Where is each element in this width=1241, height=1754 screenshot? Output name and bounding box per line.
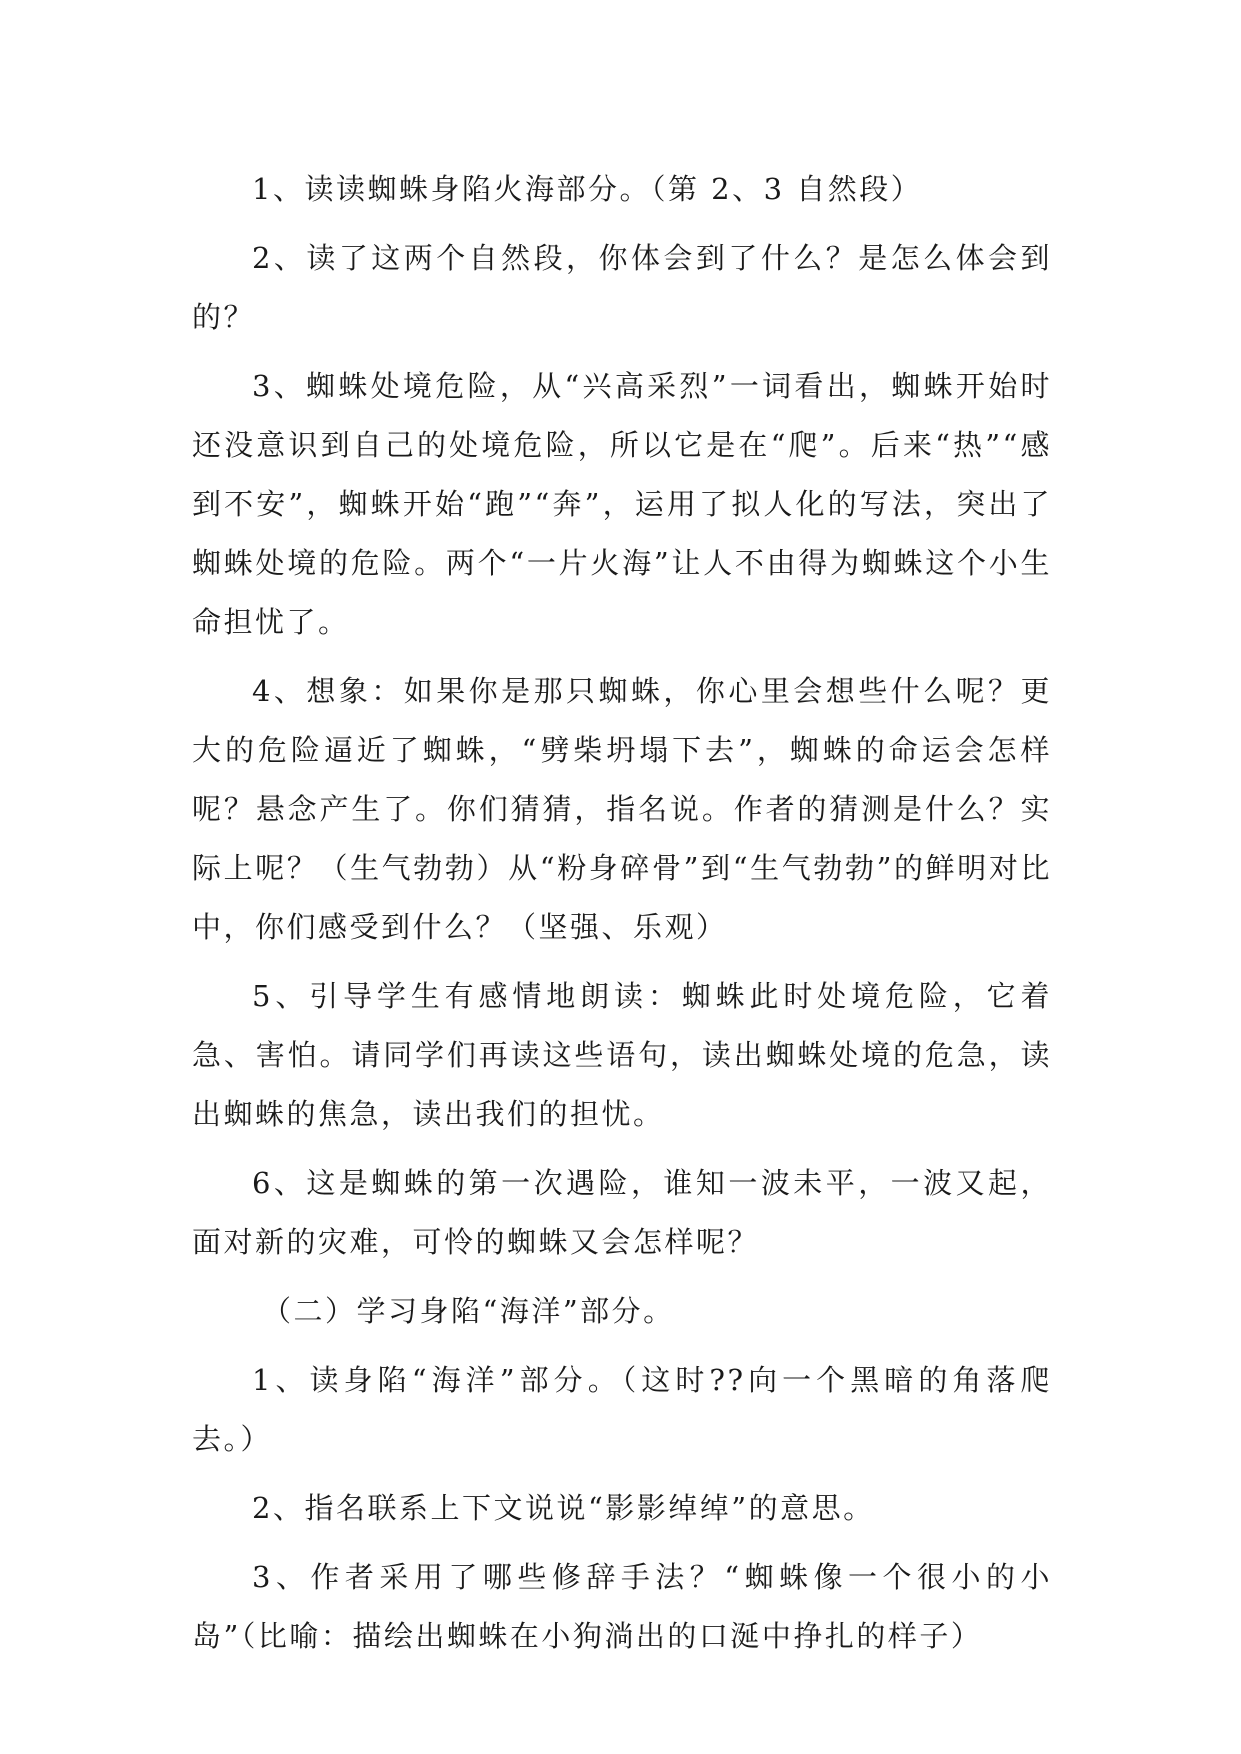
paragraph-step-1-read-fire: 1、读读蜘蛛身陷火海部分。（第 2、3 自然段）	[252, 172, 923, 206]
paragraph-ocean-step-2: 2、指名联系上下文说说“影影绰绰”的意思。	[252, 1491, 875, 1525]
section-heading-ocean: （二）学习身陷“海洋”部分。	[262, 1294, 675, 1328]
paragraph-step-2-feelings: 2、读了这两个自然段，你体会到了什么？是怎么体会到的？	[192, 241, 1052, 334]
paragraph-ocean-step-3: 3、作者采用了哪些修辞手法？“蜘蛛像一个很小的小岛”（比喻：描绘出蜘蛛在小狗淌出的口涎中挣扎的样子）	[192, 1560, 1052, 1653]
paragraph-ocean-step-1: 1、读身陷“海洋”部分。（这时??向一个黑暗的角落爬去。）	[192, 1363, 1052, 1456]
document-body	[192, 160, 1052, 1676]
paragraph-step-4-imagine: 4、想象：如果你是那只蜘蛛，你心里会想些什么呢？更大的危险逼近了蜘蛛，“劈柴坍塌下去”，蜘蛛的命运会怎样呢？悬念产生了。你们猜猜，指名说。作者的猜测是什么？实际上呢？（生气勃勃）从“粉身碎骨”到“生气勃勃”的鲜明对比中，你们感受到什么？（坚强、乐观）	[192, 674, 1052, 944]
paragraph-step-3-danger: 3、蜘蛛处境危险，从“兴高采烈”一词看出，蜘蛛开始时还没意识到自己的处境危险，所以它是在“爬”。后来“热”“感到不安”，蜘蛛开始“跑”“奔”，运用了拟人化的写法，突出了蜘蛛处境的危险。两个“一片火海”让人不由得为蜘蛛这个小生命担忧了。	[192, 369, 1052, 639]
paragraph-step-6-new-danger: 6、这是蜘蛛的第一次遇险，谁知一波未平，一波又起，面对新的灾难，可怜的蜘蛛又会怎样呢？	[192, 1166, 1052, 1259]
paragraph-step-5-reading: 5、引导学生有感情地朗读：蜘蛛此时处境危险，它着急、害怕。请同学们再读这些语句，读出蜘蛛处境的危急，读出蜘蛛的焦急，读出我们的担忧。	[192, 979, 1052, 1131]
